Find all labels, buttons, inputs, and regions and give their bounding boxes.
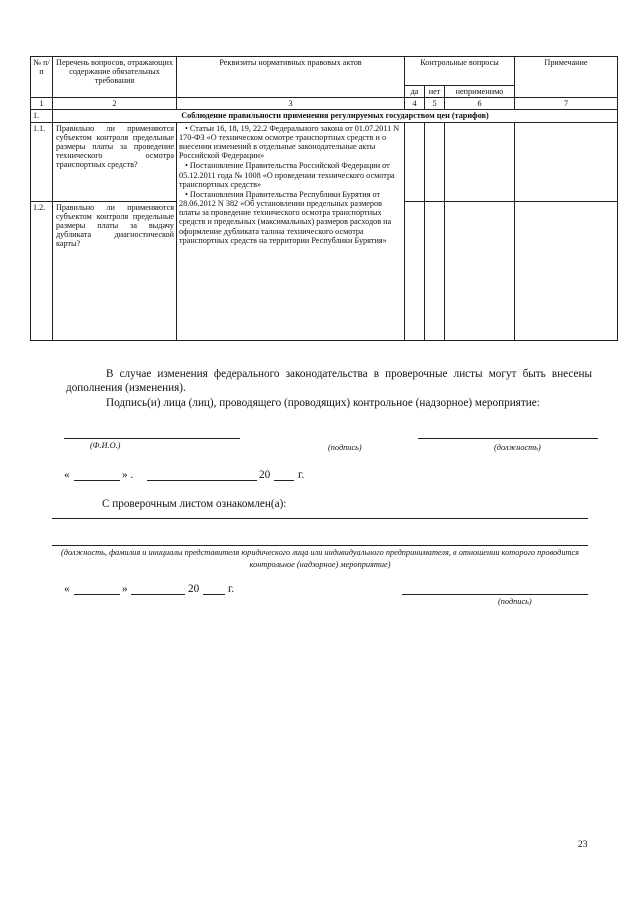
fio-caption: (Ф.И.О.)	[90, 441, 121, 450]
header-not-applicable: неприменимо	[445, 86, 515, 98]
acquainted-label: С проверочным листом ознакомлен(а):	[102, 498, 287, 510]
col-number-7: 7	[515, 98, 618, 110]
signature-intro: Подпись(и) лица (лиц), проводящего (проводящих) контрольное (надзорное) мероприятие:	[106, 397, 540, 409]
legal-act-item: • Постановления Правительства Республики Бурятия от 28.06.2012 N 382 «Об установлении предельных размеров платы за проведение технического осмотра транспортных средств и предельных (максимальных) размеров расходов на оформление дубликата талона технического осмотра транспортных средств на территории Республики Бурятия»	[179, 189, 392, 245]
legal-act-item: • Постановление Правительства Российской Федерации от 05.12.2011 года № 1008 «О проведении технического осмотра транспортных средств»	[179, 161, 395, 189]
date2-day-line[interactable]	[74, 594, 120, 595]
answer-yes-cell[interactable]	[405, 201, 425, 340]
position-line	[418, 438, 598, 439]
note-cell[interactable]	[515, 201, 618, 340]
date2-year-suffix: г.	[228, 583, 235, 595]
date2-year-line[interactable]	[203, 594, 225, 595]
col-number-3: 3	[177, 98, 405, 110]
date2-month-line[interactable]	[131, 594, 185, 595]
date2-open-quote: «	[64, 583, 70, 595]
answer-yes-cell[interactable]	[405, 122, 425, 201]
fio-line	[64, 438, 240, 439]
question-text: Правильно ли применяются субъектом контроля предельные размеры платы за проведение технического осмотра транспортных средств?	[53, 122, 177, 201]
header-num: № п/п	[31, 57, 53, 98]
header-questions: Перечень вопросов, отражающих содержание обязательных требования	[53, 57, 177, 98]
signature2-line[interactable]	[402, 594, 588, 595]
col-number-1: 1	[31, 98, 53, 110]
signature-caption: (подпись)	[328, 443, 362, 452]
date1-close-quote: » .	[122, 469, 134, 481]
date2-year-prefix: 20	[188, 583, 200, 595]
header-no: нет	[425, 86, 445, 98]
answer-no-cell[interactable]	[425, 122, 445, 201]
col-number-2: 2	[53, 98, 177, 110]
header-yes: да	[405, 86, 425, 98]
date1-month-line[interactable]	[147, 480, 257, 481]
subject-caption: (должность, фамилия и инициалы представителя юридического лица или индивидуального предпринимателя, в отношении которого проводится контрольное (надзорное) мероприятие)	[60, 548, 580, 569]
note-cell[interactable]	[515, 122, 618, 201]
signature2-caption: (подпись)	[498, 597, 532, 606]
amendment-paragraph: В случае изменения федерального законодательства в проверочные листы могут быть внесены дополнения (изменения).	[66, 368, 592, 394]
section-title: Соблюдение правильности применения регулируемых государством цен (тарифов)	[53, 110, 618, 122]
date1-open-quote: «	[64, 469, 70, 481]
header-acts: Реквизиты нормативных правовых актов	[177, 57, 405, 98]
date2-close-quote: »	[122, 583, 128, 595]
checklist-table	[30, 56, 618, 341]
col-number-5: 5	[425, 98, 445, 110]
row-number: 1.1.	[31, 122, 53, 201]
acquainted-line-2[interactable]	[52, 545, 588, 546]
legal-acts-cell	[177, 122, 405, 340]
acquainted-line-1[interactable]	[52, 518, 588, 519]
position-caption: (должность)	[494, 443, 541, 452]
answer-no-cell[interactable]	[425, 201, 445, 340]
col-number-6: 6	[445, 98, 515, 110]
col-number-4: 4	[405, 98, 425, 110]
date1-year-line[interactable]	[274, 480, 294, 481]
section-number: 1.	[31, 110, 53, 122]
answer-not-applicable-cell[interactable]	[445, 122, 515, 201]
legal-act-item: • Статьи 16, 18, 19, 22.2 Федерального закона от 01.07.2011 N 170-ФЗ «О техническом осмотре транспортных средств и о внесении изменений в отдельные законодательные акты Российской Федерации»	[179, 123, 400, 161]
date1-year-suffix: г.	[298, 469, 305, 481]
header-note: Примечание	[515, 57, 618, 98]
answer-not-applicable-cell[interactable]	[445, 201, 515, 340]
row-number: 1.2.	[31, 201, 53, 340]
page-number: 23	[578, 840, 588, 850]
date1-day-line[interactable]	[74, 480, 120, 481]
question-text: Правильно ли применяются субъектом контроля предельные размеры платы за выдачу дубликата диагностической карты?	[53, 201, 177, 340]
header-control-questions: Контрольные вопросы	[405, 57, 515, 86]
date1-year-prefix: 20	[259, 469, 271, 481]
